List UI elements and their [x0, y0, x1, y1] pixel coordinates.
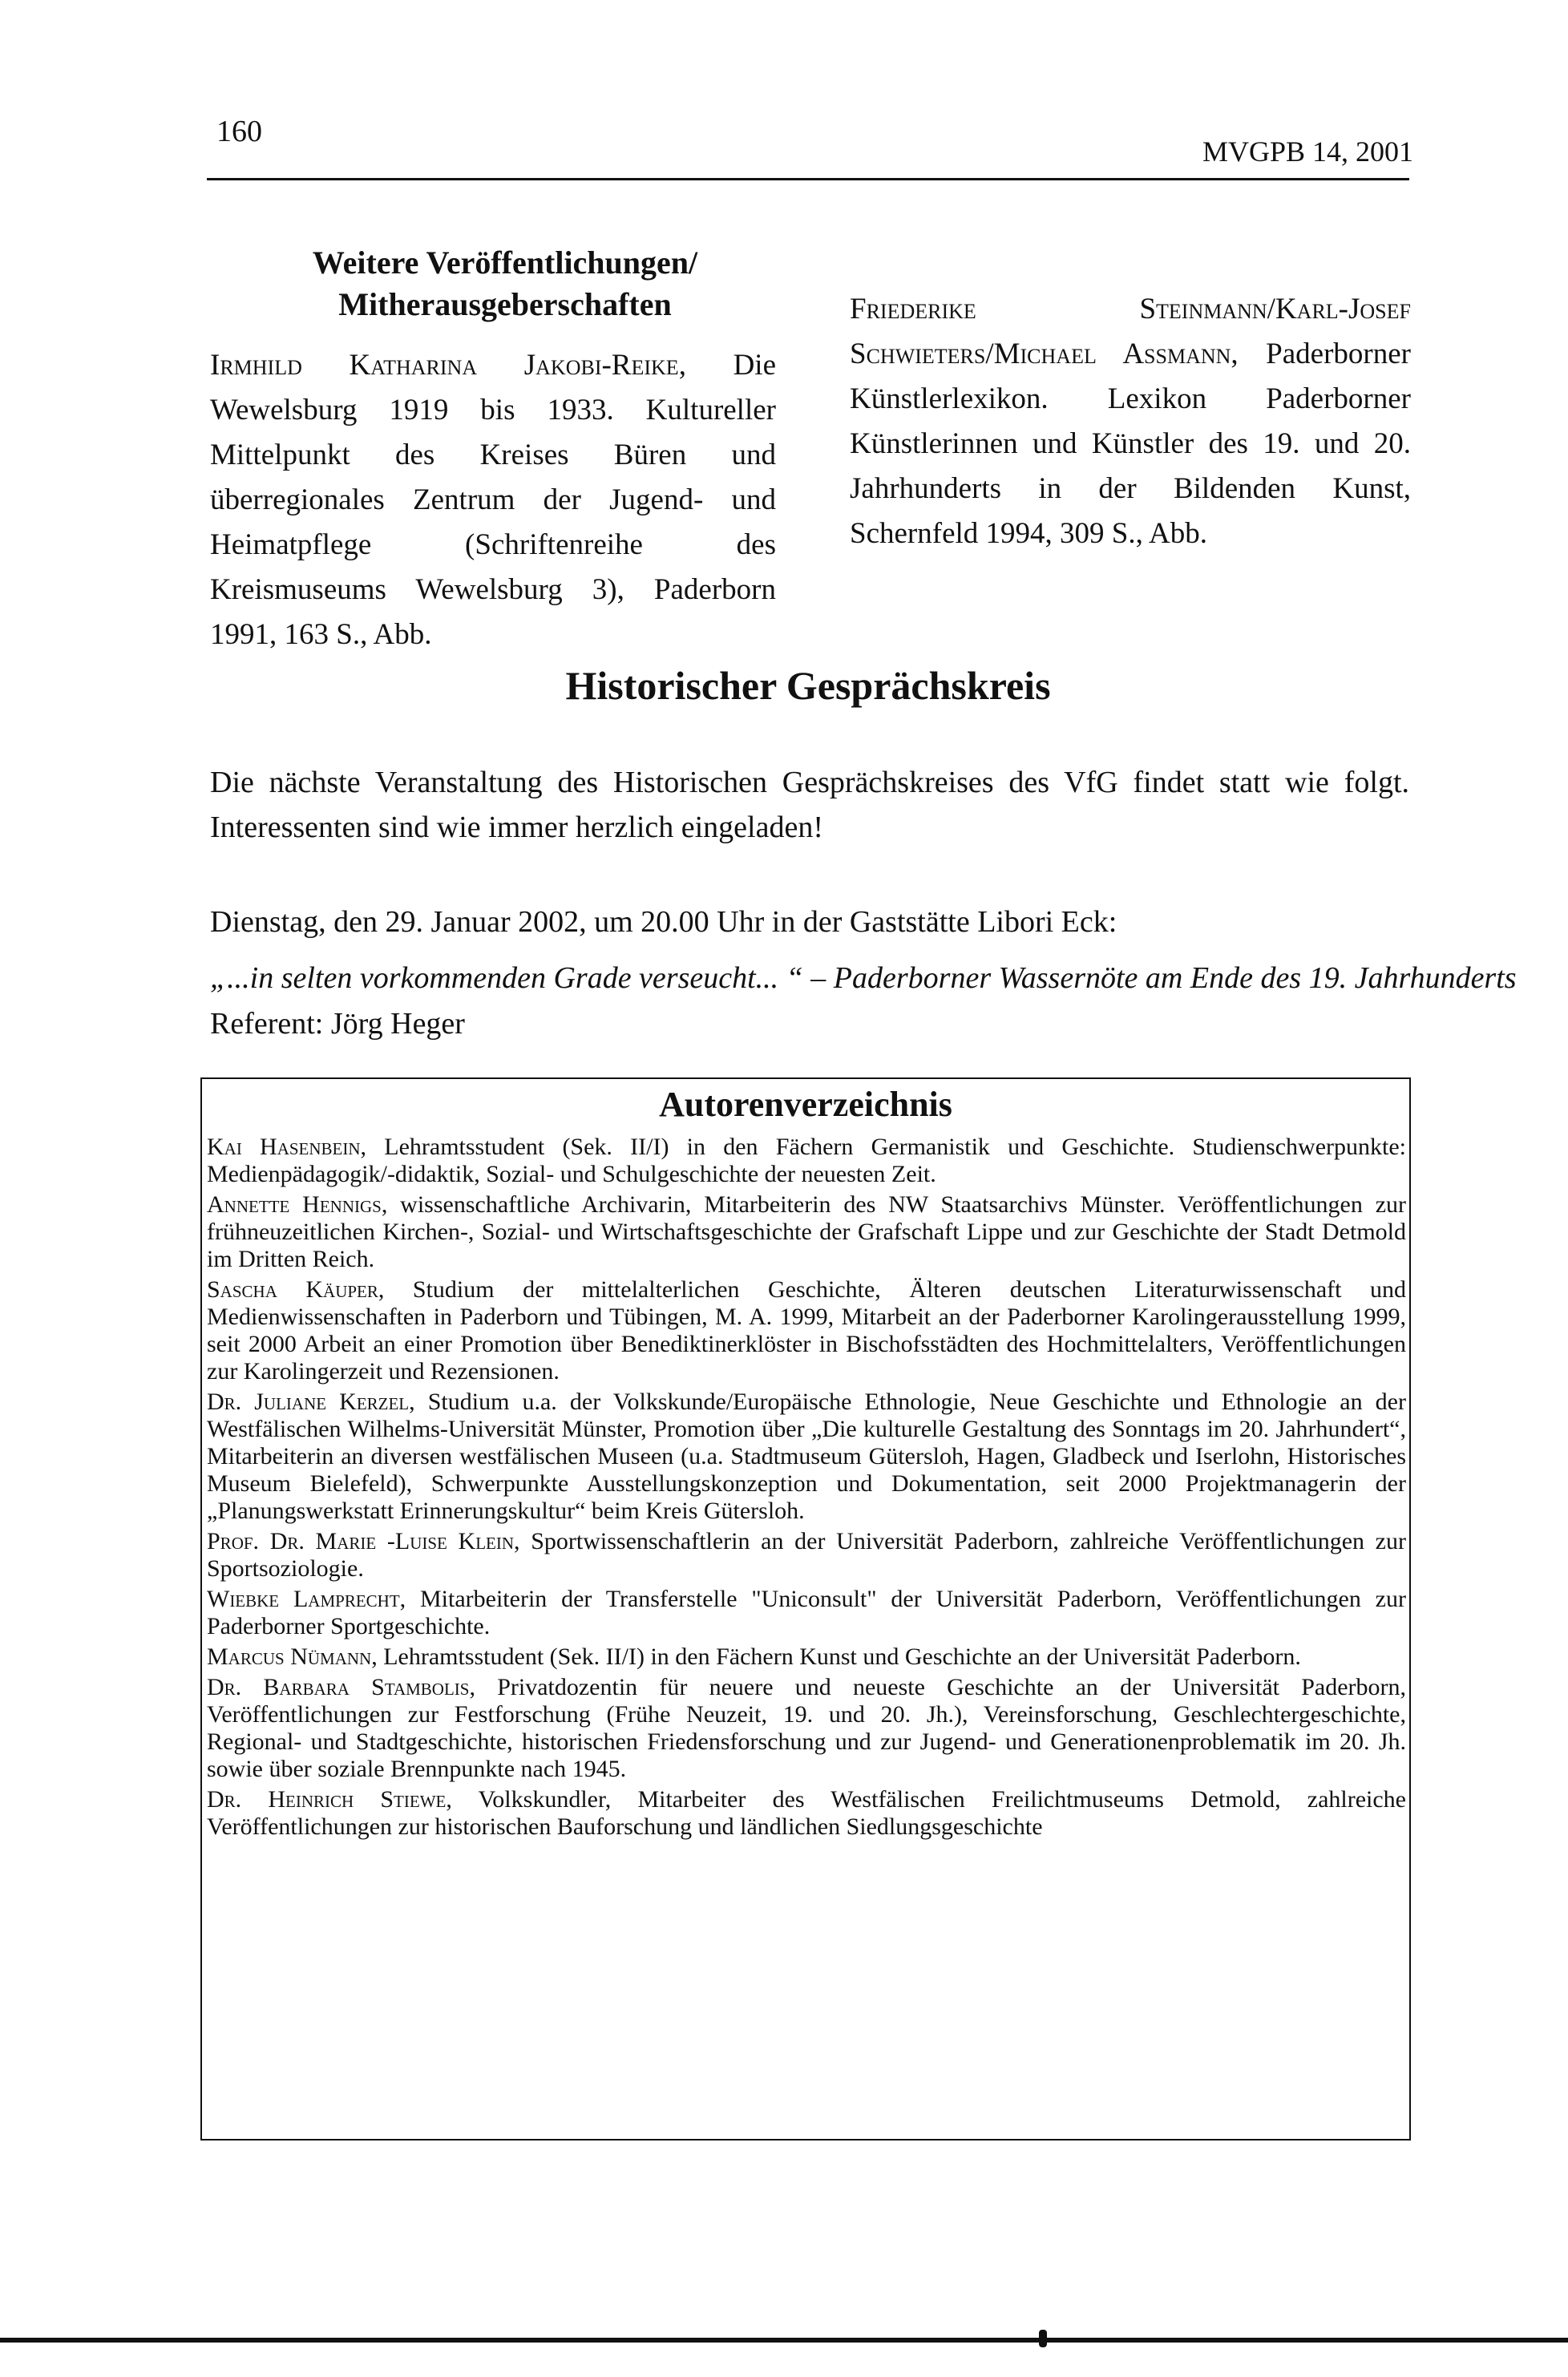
author-name: Dr. Heinrich Stiewe	[207, 1786, 447, 1813]
publications-heading-line1: Weitere Veröffentlichungen/	[312, 245, 698, 281]
publications-heading-line2: Mitherausgeberschaften	[338, 286, 672, 322]
talk-title: „...in selten vorkommenden Grade verseucht... “ – Paderborner Wassernöte am Ende des 19. Jahrhunderts	[210, 961, 1517, 995]
author-bio: , Lehramtsstudent (Sek. II/I) in den Fächern Germanistik und Geschichte. Studienschwerpunkte: Medienpädagogik/-didaktik, Sozial- und Schulgeschichte der neuesten Zeit.	[207, 1134, 1406, 1187]
author-bio: , Privatdozentin für neuere und neueste Geschichte an der Universität Paderborn, Veröffentlichungen zur Festforschung (Frühe Neuzeit, 19. und 20. Jh.), Vereinsforschung, Geschlechtergeschichte, Regional- und Stadtgeschichte, historischen Friedensforschung und zur Jugend- und Generationenproblematik im 20. Jh. sowie über soziale Brennpunkte nach 1945.	[207, 1674, 1406, 1782]
author-name: Annette Hennigs	[207, 1191, 382, 1218]
author-bio: , Studium u.a. der Volkskunde/Europäische Ethnologie, Neue Geschichte und Ethnologie an der Westfälischen Wilhelms-Universität Münster, Promotion über „Die kulturelle Gestaltung des Sonntags im 20. Jahrhundert“, Mitarbeiterin an diversen westfälischen Museen (u.a. Stadtmuseum Gütersloh, Hagen, Gladbeck und Iserlohn, Historisches Museum Bielefeld), Schwerpunkte Ausstellungskonzeption und Dokumentation, seit 2000 Projektmanagerin der „Planungswerkstatt Erinnerungskultur“ beim Kreis Gütersloh.	[207, 1389, 1406, 1524]
author-name: Marcus Nümann	[207, 1643, 372, 1670]
author-entry	[207, 1191, 1406, 1273]
publication-text: , Die Wewelsburg 1919 bis 1933. Kultureller Mittelpunkt des Kreises Büren und überregionales Zentrum der Jugend- und Heimatpflege (Schriftenreihe des Kreismuseums Wewelsburg 3), Paderborn 1991, 163 S., Abb.	[210, 349, 776, 651]
author-bio: , wissenschaftliche Archivarin, Mitarbeiterin des NW Staatsarchivs Münster. Veröffentlichungen zur frühneuzeitlichen Kirchen-, Sozial- und Wirtschaftsgeschichte der Grafschaft Lippe und zur Geschichte der Stadt Detmold im Dritten Reich.	[207, 1191, 1406, 1272]
author-bio: , Volkskundler, Mitarbeiter des Westfälischen Freilichtmuseums Detmold, zahlreiche Veröffentlichungen zur historischen Bauforschung und ländlichen Siedlungsgeschichte	[207, 1786, 1406, 1840]
header-rule	[207, 178, 1409, 180]
publication-entry-2	[850, 287, 1411, 556]
author-entry	[207, 1786, 1406, 1841]
author-entry	[207, 1134, 1406, 1188]
author-entry	[207, 1389, 1406, 1525]
publication-entry-1	[210, 343, 776, 657]
author-bio: , Mitarbeiterin der Transferstelle "Uniconsult" der Universität Paderborn, Veröffentlichungen zur Paderborner Sportgeschichte.	[207, 1586, 1406, 1639]
speaker-line: Referent: Jörg Heger	[210, 1007, 465, 1041]
author-entry	[207, 1528, 1406, 1583]
author-name: Sascha Käuper	[207, 1276, 378, 1303]
author-bio: , Sportwissenschaftlerin an der Universität Paderborn, zahlreiche Veröffentlichungen zur Sportsoziologie.	[207, 1528, 1406, 1582]
author-entry	[207, 1276, 1406, 1385]
publication-text: , Paderborner Künstlerlexikon. Lexikon Paderborner Künstlerinnen und Künstler des 19. und 20. Jahrhunderts in der Bildenden Kunst, Schernfeld 1994, 309 S., Abb.	[850, 338, 1411, 550]
author-name: Dr. Barbara Stambolis	[207, 1674, 470, 1700]
author-entry	[207, 1674, 1406, 1783]
author-name: Dr. Juliane Kerzel	[207, 1389, 410, 1415]
publications-heading	[208, 242, 802, 325]
event-date-line: Dienstag, den 29. Januar 2002, um 20.00 Uhr in der Gaststätte Libori Eck:	[210, 905, 1117, 939]
author-entry	[207, 1643, 1406, 1671]
gespraechskreis-intro: Die nächste Veranstaltung des Historischen Gesprächskreises des VfG findet statt wie folgt. Interessenten sind wie immer herzlich eingeladen!	[210, 766, 1409, 844]
author-name: Kai Hasenbein	[207, 1134, 361, 1160]
author-name: Prof. Dr. Marie -Luise Klein	[207, 1528, 515, 1554]
page-number: 160	[216, 115, 262, 148]
journal-reference: MVGPB 14, 2001	[1202, 135, 1413, 168]
author-entry	[207, 1586, 1406, 1640]
author-bio: , Lehramtsstudent (Sek. II/I) in den Fächern Kunst und Geschichte an der Universität Paderborn.	[371, 1643, 1301, 1670]
publication-authors: Irmhild Katharina Jakobi-Reike	[210, 349, 679, 382]
bottom-mark	[1039, 2330, 1047, 2347]
authors-index-list	[207, 1134, 1406, 1844]
bottom-rule	[0, 2338, 1568, 2343]
gespraechskreis-heading: Historischer Gesprächskreis	[565, 663, 1051, 708]
author-bio: , Studium der mittelalterlichen Geschichte, Älteren deutschen Literaturwissenschaft und Medienwissenschaften in Paderborn und Tübingen, M. A. 1999, Mitarbeit an der Paderborner Karolingerausstellung 1999, seit 2000 Arbeit an einer Promotion über Benediktinerklöster in Bischofsstädten des Hochmittelalters, Veröffentlichungen zur Karolingerzeit und Rezensionen.	[207, 1276, 1406, 1385]
publication-authors: Friederike Steinmann/Karl-Josef Schwieters/Michael Assmann	[850, 293, 1411, 370]
authors-index-heading: Autorenverzeichnis	[659, 1085, 952, 1124]
author-name: Wiebke Lamprecht	[207, 1586, 400, 1612]
